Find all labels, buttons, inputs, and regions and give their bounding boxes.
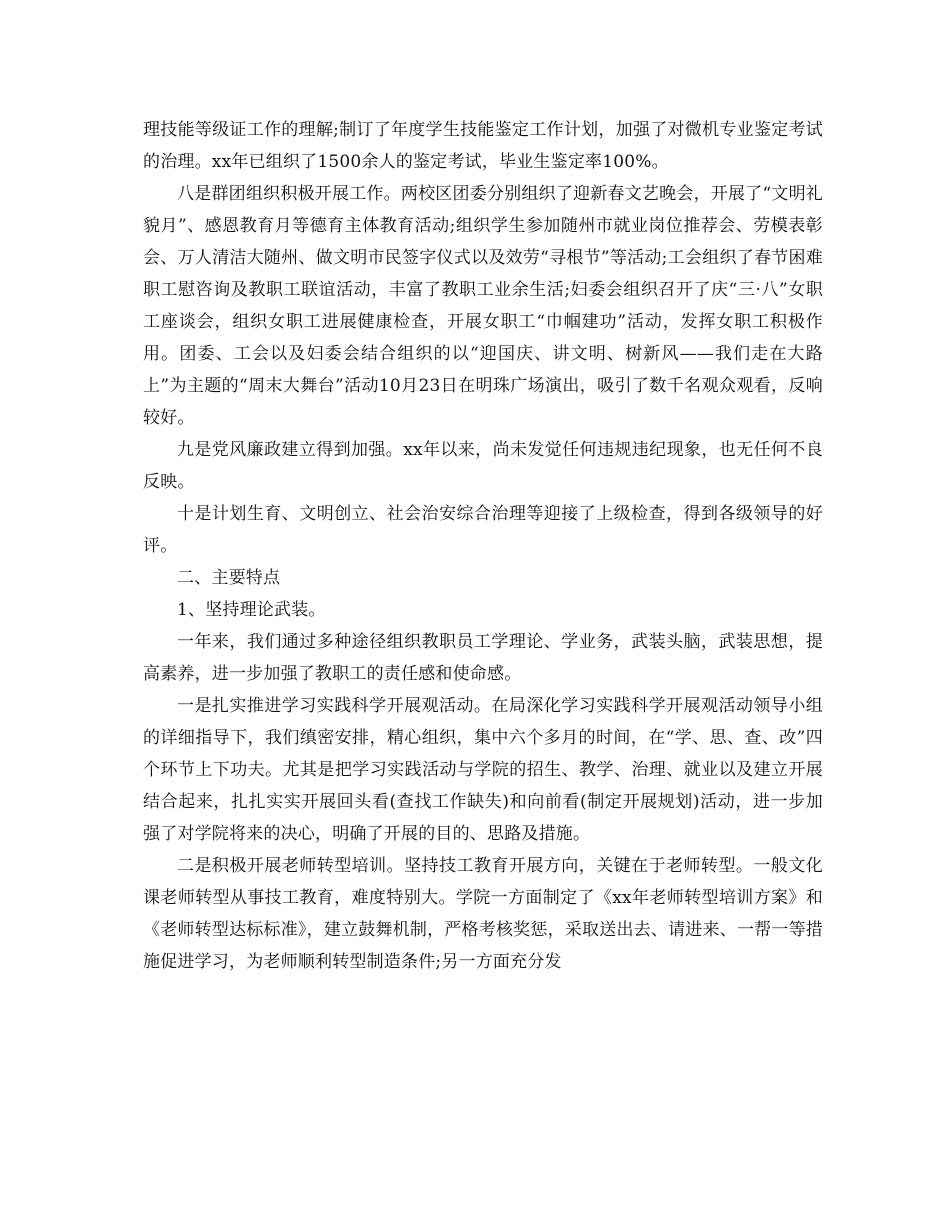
paragraph-teacher-training: 二是积极开展老师转型培训。坚持技工教育开展方向，关键在于老师转型。一般文化课老师转型从事技工教育，难度特别大。学院一方面制定了《xx年老师转型培训方案》和《老师转型达标标准》，建立鼓舞机制，严格考核奖惩，采取送出去、请进来、一帮一等措施促进学习，为老师顺利转型制造条件;另一方面充分发 [143, 856, 823, 972]
paragraph-scientific-development: 一是扎实推进学习实践科学开展观活动。在局深化学习实践科学开展观活动领导小组的详细指导下，我们缜密安排，精心组织，集中六个多月的时间，在“学、思、查、改”四个环节上下功夫。尤其是把学习实践活动与学院的招生、教学、治理、就业以及建立开展结合起来，扎扎实实开展回头看(查找工作缺失)和向前看(制定开展规划)活动，进一步加强了对学院将来的决心，明确了开展的目的、思路及措施。 [143, 696, 823, 844]
document-body [143, 114, 823, 978]
paragraph-continuation: 理技能等级证工作的理解;制订了年度学生技能鉴定工作计划，加强了对微机专业鉴定考试的治理。xx年已组织了1500余人的鉴定考试，毕业生鉴定率100%。 [143, 120, 823, 172]
paragraph-inspections: 十是计划生育、文明创立、社会治安综合治理等迎接了上级检查，得到各级领导的好评。 [143, 504, 823, 556]
paragraph-party-integrity: 九是党风廉政建立得到加强。xx年以来，尚未发觉任何违规违纪现象，也无任何不良反映。 [143, 440, 823, 492]
section-heading-main-features: 二、主要特点 [177, 568, 281, 588]
paragraph-mass-organizations: 八是群团组织积极开展工作。两校区团委分别组织了迎新春文艺晚会，开展了“文明礼貌月”、感恩教育月等德育主体教育活动;组织学生参加随州市就业岗位推荐会、劳模表彰会、万人清洁大随州、做文明市民签字仪式以及效劳“寻根节”等活动;工会组织了春节困难职工慰咨询及教职工联谊活动，丰富了教职工业余生活;妇委会组织召开了庆“三·八”女职工座谈会，组织女职工进展健康检查，开展女职工“巾帼建功”活动，发挥女职工积极作用。团委、工会以及妇委会结合组织的以“迎国庆、讲文明、树新风——我们走在大路上”为主题的“周末大舞台”活动10月23日在明珠广场演出，吸引了数千名观众观看，反响较好。 [143, 184, 823, 428]
subheading-theory: 1、坚持理论武装。 [177, 600, 326, 620]
paragraph-theory-study: 一年来，我们通过多种途径组织教职员工学理论、学业务，武装头脑，武装思想，提高素养，进一步加强了教职工的责任感和使命感。 [143, 632, 823, 684]
